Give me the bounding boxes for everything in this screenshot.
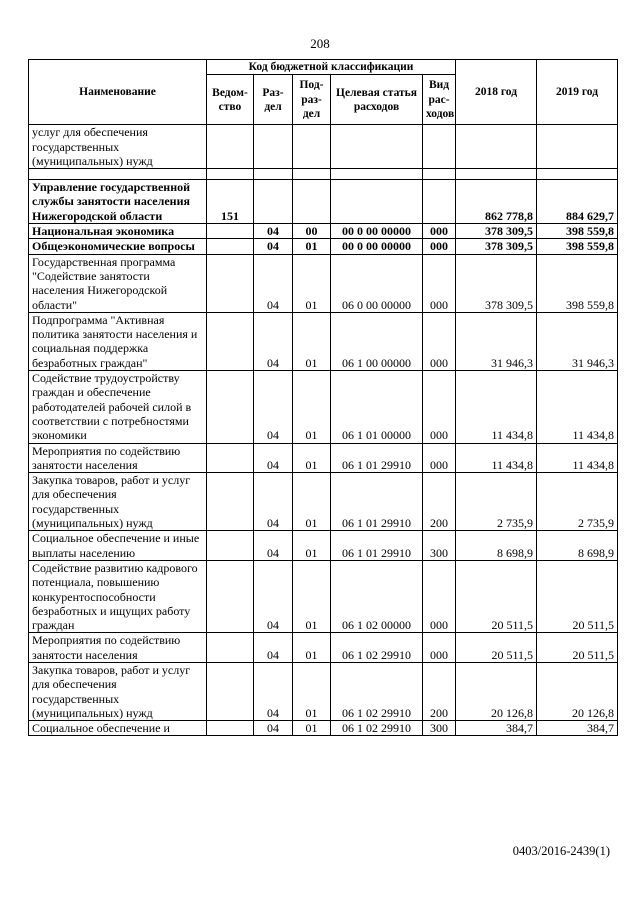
row-value-2019: 398 559,8	[537, 224, 618, 239]
table-row	[29, 531, 618, 561]
row-tselevaya-statya: 00 0 00 00000	[331, 224, 423, 239]
row-name	[29, 169, 207, 180]
row-vid-raskhodov: 000	[423, 224, 456, 239]
row-name: Содействие трудоустройству граждан и обеспечение работодателей рабочей силой в соответствии с потребностями экономики	[29, 371, 207, 443]
row-razdel: 04	[254, 473, 293, 531]
row-value-2018: 2 735,9	[456, 473, 537, 531]
row-value-2018: 862 778,8	[456, 180, 537, 224]
row-vid-raskhodov: 300	[423, 721, 456, 736]
row-vedomstvo	[207, 312, 254, 370]
table-row	[29, 254, 618, 312]
row-podrazdel: 01	[293, 239, 331, 254]
row-value-2019: 384,7	[537, 721, 618, 736]
table-row	[29, 721, 618, 736]
row-tselevaya-statya: 06 1 00 00000	[331, 312, 423, 370]
row-vid-raskhodov: 200	[423, 662, 456, 720]
row-vedomstvo	[207, 254, 254, 312]
row-podrazdel: 01	[293, 531, 331, 561]
table-row	[29, 224, 618, 239]
row-vedomstvo	[207, 633, 254, 663]
row-vedomstvo	[207, 224, 254, 239]
row-value-2019: 20 511,5	[537, 560, 618, 632]
row-tselevaya-statya: 06 1 02 29910	[331, 662, 423, 720]
row-razdel: 04	[254, 560, 293, 632]
header-vid-raskhodov: Вид рас-ходов	[423, 75, 456, 125]
row-value-2018: 378 309,5	[456, 224, 537, 239]
row-tselevaya-statya	[331, 169, 423, 180]
row-tselevaya-statya: 06 1 02 29910	[331, 633, 423, 663]
table-row	[29, 633, 618, 663]
page-number: 208	[310, 36, 330, 51]
row-vid-raskhodov: 000	[423, 254, 456, 312]
row-tselevaya-statya: 06 1 02 29910	[331, 721, 423, 736]
row-name: Подпрограмма "Активная политика занятости населения и социальная поддержка безработных граждан"	[29, 312, 207, 370]
row-name: Мероприятия по содействию занятости населения	[29, 633, 207, 663]
row-razdel: 04	[254, 531, 293, 561]
row-name: Государственная программа "Содействие занятости населения Нижегородской области"	[29, 254, 207, 312]
row-podrazdel: 01	[293, 473, 331, 531]
row-podrazdel: 01	[293, 560, 331, 632]
row-podrazdel: 00	[293, 224, 331, 239]
row-vedomstvo	[207, 443, 254, 473]
row-vid-raskhodov: 000	[423, 443, 456, 473]
row-vid-raskhodov: 200	[423, 473, 456, 531]
header-razdel: Раз-дел	[254, 75, 293, 125]
row-tselevaya-statya	[331, 125, 423, 169]
row-razdel: 04	[254, 721, 293, 736]
row-podrazdel: 01	[293, 662, 331, 720]
row-podrazdel: 01	[293, 633, 331, 663]
row-razdel	[254, 125, 293, 169]
row-podrazdel	[293, 180, 331, 224]
row-name: Мероприятия по содействию занятости населения	[29, 443, 207, 473]
row-razdel	[254, 180, 293, 224]
table-row	[29, 180, 618, 224]
row-tselevaya-statya: 06 1 01 00000	[331, 371, 423, 443]
row-razdel: 04	[254, 371, 293, 443]
row-value-2018: 378 309,5	[456, 254, 537, 312]
row-name: Закупка товаров, работ и услуг для обеспечения государственных (муниципальных) нужд	[29, 473, 207, 531]
row-name: Национальная экономика	[29, 224, 207, 239]
row-value-2018: 31 946,3	[456, 312, 537, 370]
header-budget-code-group: Код бюджетной классификации	[207, 60, 456, 75]
row-value-2019: 11 434,8	[537, 371, 618, 443]
row-name: Управление государственной службы занятости населения Нижегородской области	[29, 180, 207, 224]
row-tselevaya-statya: 06 1 02 00000	[331, 560, 423, 632]
table-row	[29, 443, 618, 473]
row-vedomstvo	[207, 239, 254, 254]
row-value-2019: 20 511,5	[537, 633, 618, 663]
row-podrazdel: 01	[293, 254, 331, 312]
row-podrazdel: 01	[293, 371, 331, 443]
row-vid-raskhodov: 000	[423, 312, 456, 370]
row-vedomstvo	[207, 560, 254, 632]
row-value-2019: 398 559,8	[537, 239, 618, 254]
row-value-2018	[456, 169, 537, 180]
row-razdel: 04	[254, 224, 293, 239]
spacer-row	[29, 169, 618, 180]
header-2019: 2019 год	[537, 60, 618, 125]
row-value-2019: 20 126,8	[537, 662, 618, 720]
row-tselevaya-statya	[331, 180, 423, 224]
row-name: Общеэкономические вопросы	[29, 239, 207, 254]
row-value-2019	[537, 169, 618, 180]
row-value-2018: 20 126,8	[456, 662, 537, 720]
row-value-2018: 11 434,8	[456, 371, 537, 443]
row-vedomstvo	[207, 531, 254, 561]
row-name: Содействие развитию кадрового потенциала, повышению конкурентоспособности безработных и ищущих работу граждан	[29, 560, 207, 632]
row-podrazdel: 01	[293, 312, 331, 370]
row-vid-raskhodov: 000	[423, 371, 456, 443]
row-podrazdel: 01	[293, 443, 331, 473]
row-tselevaya-statya: 06 1 01 29910	[331, 443, 423, 473]
row-vid-raskhodov	[423, 180, 456, 224]
row-value-2018: 11 434,8	[456, 443, 537, 473]
table-row	[29, 473, 618, 531]
row-vid-raskhodov	[423, 169, 456, 180]
row-vedomstvo: 151	[207, 180, 254, 224]
row-value-2018: 8 698,9	[456, 531, 537, 561]
header-name: Наименование	[29, 60, 207, 125]
table-row	[29, 312, 618, 370]
table-row	[29, 371, 618, 443]
row-podrazdel	[293, 169, 331, 180]
row-razdel: 04	[254, 239, 293, 254]
table-row	[29, 239, 618, 254]
row-value-2018	[456, 125, 537, 169]
row-vedomstvo	[207, 125, 254, 169]
row-name: услуг для обеспечения государственных (муниципальных) нужд	[29, 125, 207, 169]
row-tselevaya-statya: 06 1 01 29910	[331, 531, 423, 561]
table-body	[29, 125, 618, 736]
table-row	[29, 125, 618, 169]
row-vid-raskhodov: 300	[423, 531, 456, 561]
row-value-2019: 31 946,3	[537, 312, 618, 370]
row-razdel: 04	[254, 312, 293, 370]
row-razdel: 04	[254, 443, 293, 473]
table-row	[29, 560, 618, 632]
row-value-2019: 884 629,7	[537, 180, 618, 224]
row-value-2019	[537, 125, 618, 169]
row-value-2018: 378 309,5	[456, 239, 537, 254]
row-value-2019: 2 735,9	[537, 473, 618, 531]
header-tselevaya-statya: Целевая статья расходов	[331, 75, 423, 125]
row-vedomstvo	[207, 169, 254, 180]
row-razdel	[254, 169, 293, 180]
row-vedomstvo	[207, 473, 254, 531]
row-podrazdel: 01	[293, 721, 331, 736]
row-value-2018: 20 511,5	[456, 633, 537, 663]
header-vedomstvo: Ведом-ство	[207, 75, 254, 125]
row-vid-raskhodov: 000	[423, 560, 456, 632]
row-value-2018: 20 511,5	[456, 560, 537, 632]
row-podrazdel	[293, 125, 331, 169]
row-tselevaya-statya: 00 0 00 00000	[331, 239, 423, 254]
row-vedomstvo	[207, 371, 254, 443]
row-vedomstvo	[207, 662, 254, 720]
row-value-2019: 398 559,8	[537, 254, 618, 312]
table-row	[29, 662, 618, 720]
header-2018: 2018 год	[456, 60, 537, 125]
row-vid-raskhodov: 000	[423, 633, 456, 663]
row-tselevaya-statya: 06 0 00 00000	[331, 254, 423, 312]
document-code: 0403/2016-2439(1)	[512, 844, 610, 858]
row-name: Социальное обеспечение и иные выплаты населению	[29, 531, 207, 561]
header-podrazdel: Под-раз-дел	[293, 75, 331, 125]
row-vid-raskhodov	[423, 125, 456, 169]
row-name: Закупка товаров, работ и услуг для обеспечения государственных (муниципальных) нужд	[29, 662, 207, 720]
budget-table	[28, 59, 618, 736]
row-value-2019: 11 434,8	[537, 443, 618, 473]
row-razdel: 04	[254, 662, 293, 720]
row-vedomstvo	[207, 721, 254, 736]
row-name: Социальное обеспечение и	[29, 721, 207, 736]
row-razdel: 04	[254, 254, 293, 312]
row-value-2018: 384,7	[456, 721, 537, 736]
row-razdel: 04	[254, 633, 293, 663]
row-tselevaya-statya: 06 1 01 29910	[331, 473, 423, 531]
row-value-2019: 8 698,9	[537, 531, 618, 561]
row-vid-raskhodov: 000	[423, 239, 456, 254]
